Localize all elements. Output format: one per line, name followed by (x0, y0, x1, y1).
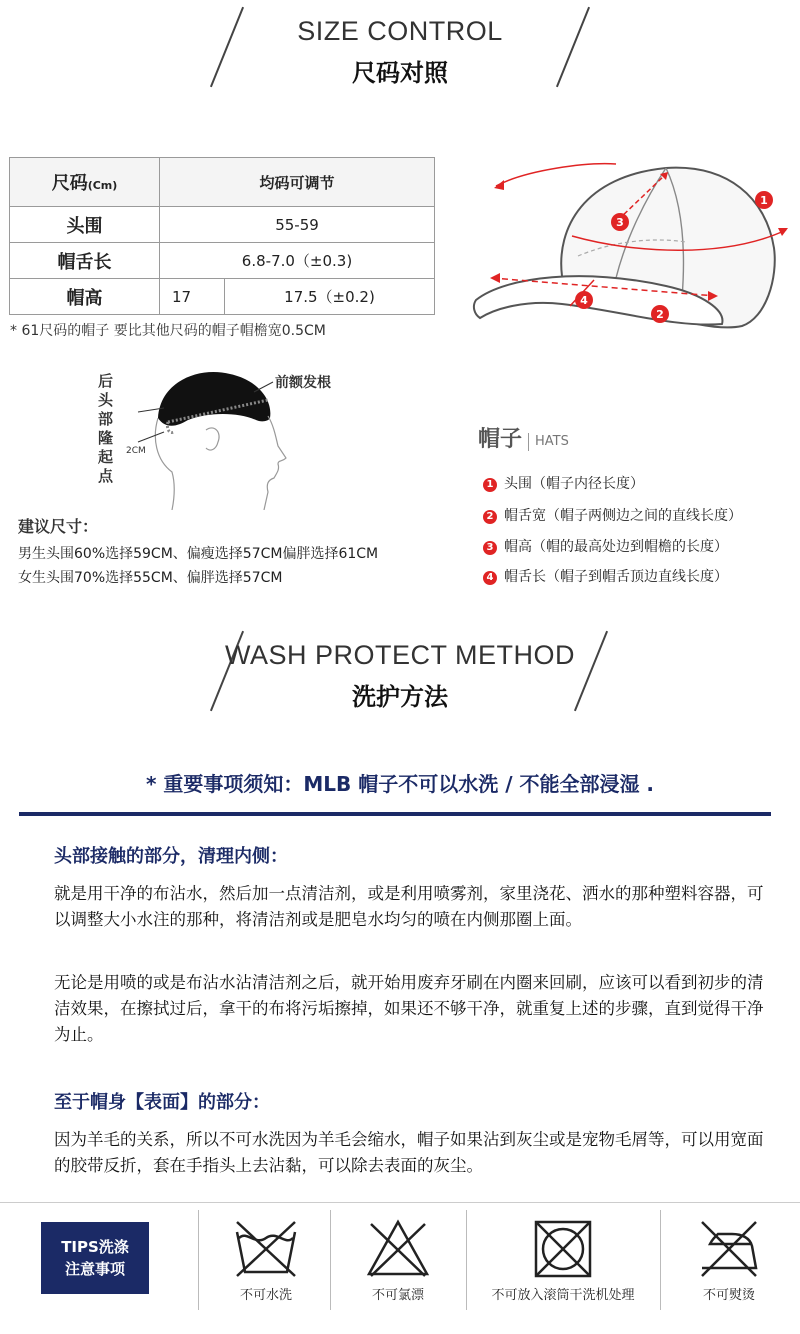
size-title-cn: 尺码对照 (352, 59, 448, 87)
care-item-no-bleach (340, 1218, 456, 1303)
svg-text:4: 4 (580, 294, 588, 307)
care-item-no-tumble-dry (472, 1218, 654, 1303)
advice-female: 女生头围70%选择55CM、偏胖选择57CM (18, 570, 283, 586)
row-label-head: 头围 (10, 207, 160, 243)
front-hairline-label: 前额发根 (275, 375, 331, 391)
row-value-brim: 6.8-7.0（±0.3) (160, 243, 435, 279)
head-diagram (118, 360, 288, 510)
table-row (10, 158, 435, 207)
cm-label: 2CM (126, 446, 146, 456)
size-title-en: SIZE CONTROL (297, 16, 503, 46)
inner-paragraph-2: 无论是用喷的或是布沾水沾清洁剂之后，就开始用废弃牙刷在内圈来回刷，应该可以看到初步的清洁效果，在擦拭过后，拿干的布将污垢擦掉，如果还不够干净，就重复上述的步骤，直到觉得干净为止。 (54, 973, 764, 1044)
row-value-head: 55-59 (160, 207, 435, 243)
wash-title-en: WASH PROTECT METHOD (224, 640, 575, 670)
legend-text: 头围（帽子内径长度） (504, 476, 644, 492)
hat-diagram (466, 158, 800, 348)
care-item-no-iron (670, 1218, 788, 1303)
legend-text: 帽舌宽（帽子两侧边之间的直线长度） (504, 508, 742, 524)
row-value-height: 17.5（±0.2) (225, 279, 435, 315)
row-label-brim: 帽舌长 (10, 243, 160, 279)
size-table (9, 157, 435, 315)
size-section-header (0, 16, 800, 88)
marker-3-icon: 3 (483, 541, 497, 555)
important-notice: * 重要事项须知：MLB 帽子不可以水洗 / 不能全部浸湿 . (145, 772, 655, 796)
marker-2-icon: 2 (483, 510, 497, 524)
care-item-no-wash (208, 1218, 324, 1303)
legend-item (483, 536, 728, 556)
divider (19, 812, 771, 816)
hats-title (478, 422, 569, 453)
tips-separator (198, 1210, 199, 1310)
tips-line-2: 注意事项 (64, 1260, 125, 1278)
wash-section-header (0, 640, 800, 712)
row-label-height: 帽高 (10, 279, 160, 315)
tips-separator (466, 1210, 467, 1310)
care-label: 不可氯漂 (371, 1288, 424, 1303)
legend-item (483, 505, 742, 525)
no-wash-icon (233, 1218, 299, 1278)
hats-title-cn: 帽子 (478, 427, 523, 452)
svg-text:2: 2 (656, 308, 664, 321)
table-row (10, 243, 435, 279)
table-header-label: 尺码(Cm) (10, 158, 160, 207)
advice-title: 建议尺寸： (18, 517, 99, 536)
hats-title-en: HATS (535, 434, 569, 449)
care-label: 不可放入滚筒干洗机处理 (491, 1288, 635, 1303)
marker-4-icon: 4 (483, 571, 497, 585)
legend-text: 帽舌长（帽子到帽舌顶边直线长度） (504, 569, 728, 585)
no-bleach-icon (365, 1218, 431, 1278)
row-value-height-left: 17 (160, 279, 225, 315)
no-tumble-dry-icon (530, 1218, 596, 1278)
table-header-value: 均码可调节 (160, 158, 435, 207)
legend-item (483, 473, 644, 493)
tips-line-1: TIPS洗涤 (61, 1238, 129, 1256)
tips-divider (0, 1202, 800, 1203)
tips-separator (660, 1210, 661, 1310)
care-label: 不可熨烫 (702, 1288, 755, 1303)
unit-label: (Cm) (87, 179, 118, 192)
no-iron-icon (696, 1218, 762, 1278)
marker-1-icon: 1 (483, 478, 497, 492)
size-note: * 61尺码的帽子 要比其他尺码的帽子帽檐宽0.5CM (10, 323, 326, 339)
wash-title-cn: 洗护方法 (352, 683, 448, 711)
surface-heading: 至于帽身【表面】的部分： (54, 1092, 270, 1113)
back-head-label: 后头部隆起点 (98, 372, 114, 485)
table-row (10, 279, 435, 315)
surface-paragraph: 因为羊毛的关系，所以不可水洗因为羊毛会缩水，帽子如果沾到灰尘或是宠物毛屑等，可以用宽面的胶带反折，套在手指头上去沾黏，可以除去表面的灰尘。 (54, 1130, 764, 1175)
legend-text: 帽高（帽的最高处边到帽檐的长度） (504, 539, 728, 555)
advice-male: 男生头围60%选择59CM、偏瘦选择57CM偏胖选择61CM (18, 546, 379, 562)
tips-separator (330, 1210, 331, 1310)
svg-text:3: 3 (616, 216, 624, 229)
table-row (10, 207, 435, 243)
inner-paragraph-1: 就是用干净的布沾水，然后加一点清洁剂，或是利用喷雾剂，家里浇花、洒水的那种塑料容器，可以调整大小水注的那种，将清洁剂或是肥皂水均匀的喷在内侧那圈上面。 (54, 884, 764, 929)
tips-box (41, 1222, 149, 1294)
care-label: 不可水洗 (239, 1288, 292, 1303)
legend-item (483, 566, 728, 586)
inner-heading: 头部接触的部分，清理内侧： (54, 846, 288, 867)
svg-text:1: 1 (760, 194, 768, 207)
